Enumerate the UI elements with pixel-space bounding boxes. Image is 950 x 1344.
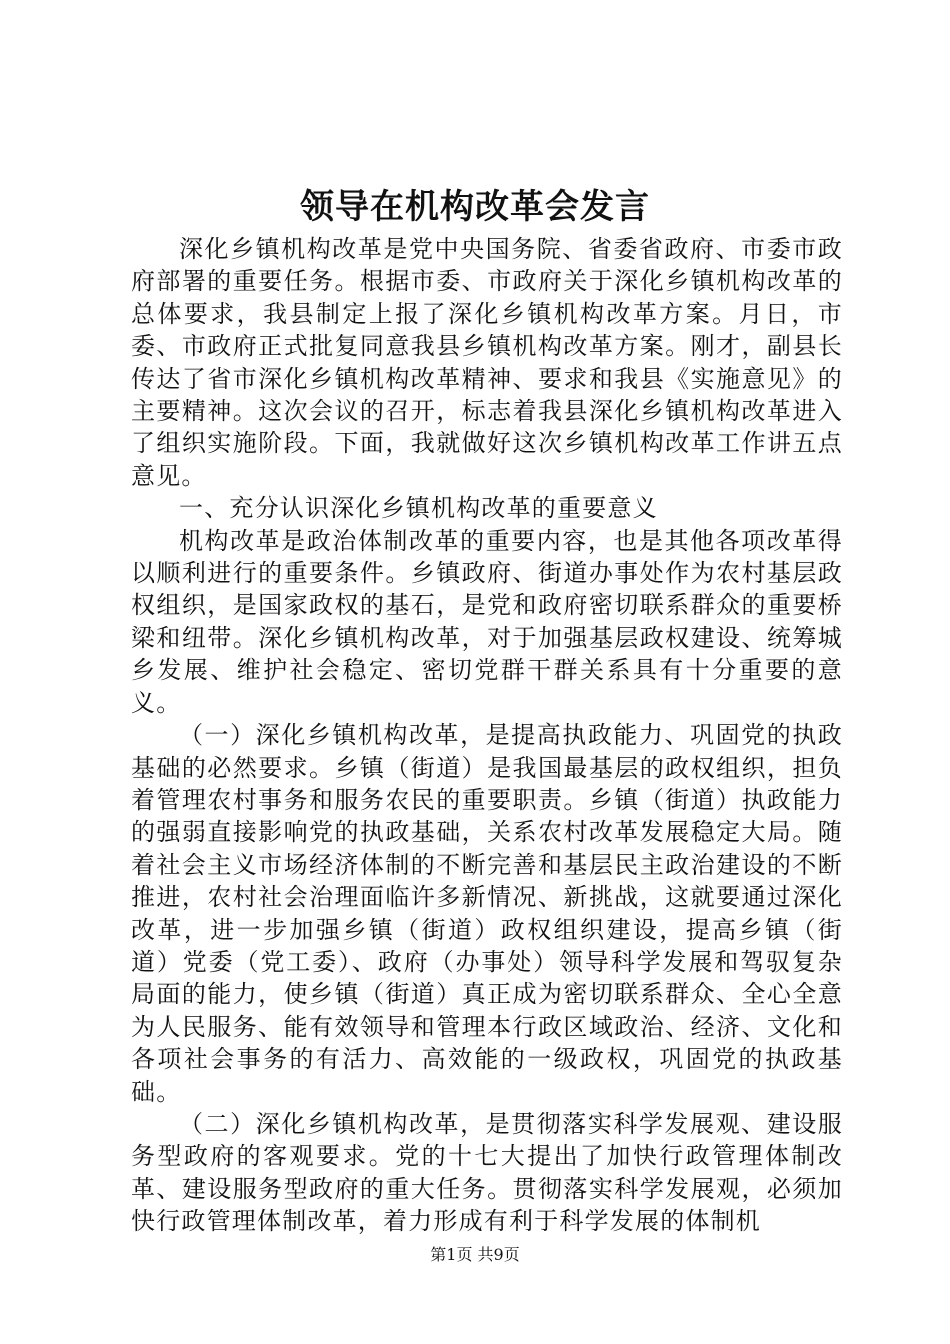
paragraph-significance: 机构改革是政治体制改革的重要内容，也是其他各项改革得以顺利进行的重要条件。乡镇政府、街道办事处作为农村基层政权组织，是国家政权的基石，是党和政府密切联系群众的重要桥梁和纽带。深化乡镇机构改革，对于加强基层政权建设、统筹城乡发展、维护社会稳定、密切党群干群关系具有十分重要的意义。 bbox=[131, 526, 843, 717]
document-title: 领导在机构改革会发言 bbox=[300, 187, 650, 227]
paragraph-intro: 深化乡镇机构改革是党中央国务院、省委省政府、市委市政府部署的重要任务。根据市委、市政府关于深化乡镇机构改革的总体要求，我县制定上报了深化乡镇机构改革方案。月日，市委、市政府正式批复同意我县乡镇机构改革方案。刚才，副县长传达了省市深化乡镇机构改革精神、要求和我县《实施意见》的主要精神。这次会议的召开，标志着我县深化乡镇机构改革进入了组织实施阶段。下面，我就做好这次乡镇机构改革工作讲五点意见。 bbox=[131, 235, 843, 490]
paragraph-point-1: （一）深化乡镇机构改革，是提高执政能力、巩固党的执政基础的必然要求。乡镇（街道）是我国最基层的政权组织，担负着管理农村事务和服务农民的重要职责。乡镇（街道）执政能力的强弱直接影响党的执政基础，关系农村改革发展稳定大局。随着社会主义市场经济体制的不断完善和基层民主政治建设的不断推进，农村社会治理面临许多新情况、新挑战，这就要通过深化改革，进一步加强乡镇（街道）政权组织建设，提高乡镇（街道）党委（党工委）、政府（办事处）领导科学发展和驾驭复杂局面的能力，使乡镇（街道）真正成为密切联系群众、全心全意为人民服务、能有效领导和管理本行政区域政治、经济、文化和各项社会事务的有活力、高效能的一级政权，巩固党的执政基础。 bbox=[131, 721, 843, 1106]
document-body bbox=[131, 233, 843, 1238]
section-heading-1: 一、充分认识深化乡镇机构改革的重要意义 bbox=[179, 494, 658, 523]
page-number-footer: 第1页 共9页 bbox=[430, 1245, 520, 1264]
paragraph-point-2: （二）深化乡镇机构改革，是贯彻落实科学发展观、建设服务型政府的客观要求。党的十七大提出了加快行政管理体制改革、建设服务型政府的重大任务。贯彻落实科学发展观，必须加快行政管理体制改革，着力形成有利于科学发展的体制机 bbox=[131, 1109, 843, 1236]
